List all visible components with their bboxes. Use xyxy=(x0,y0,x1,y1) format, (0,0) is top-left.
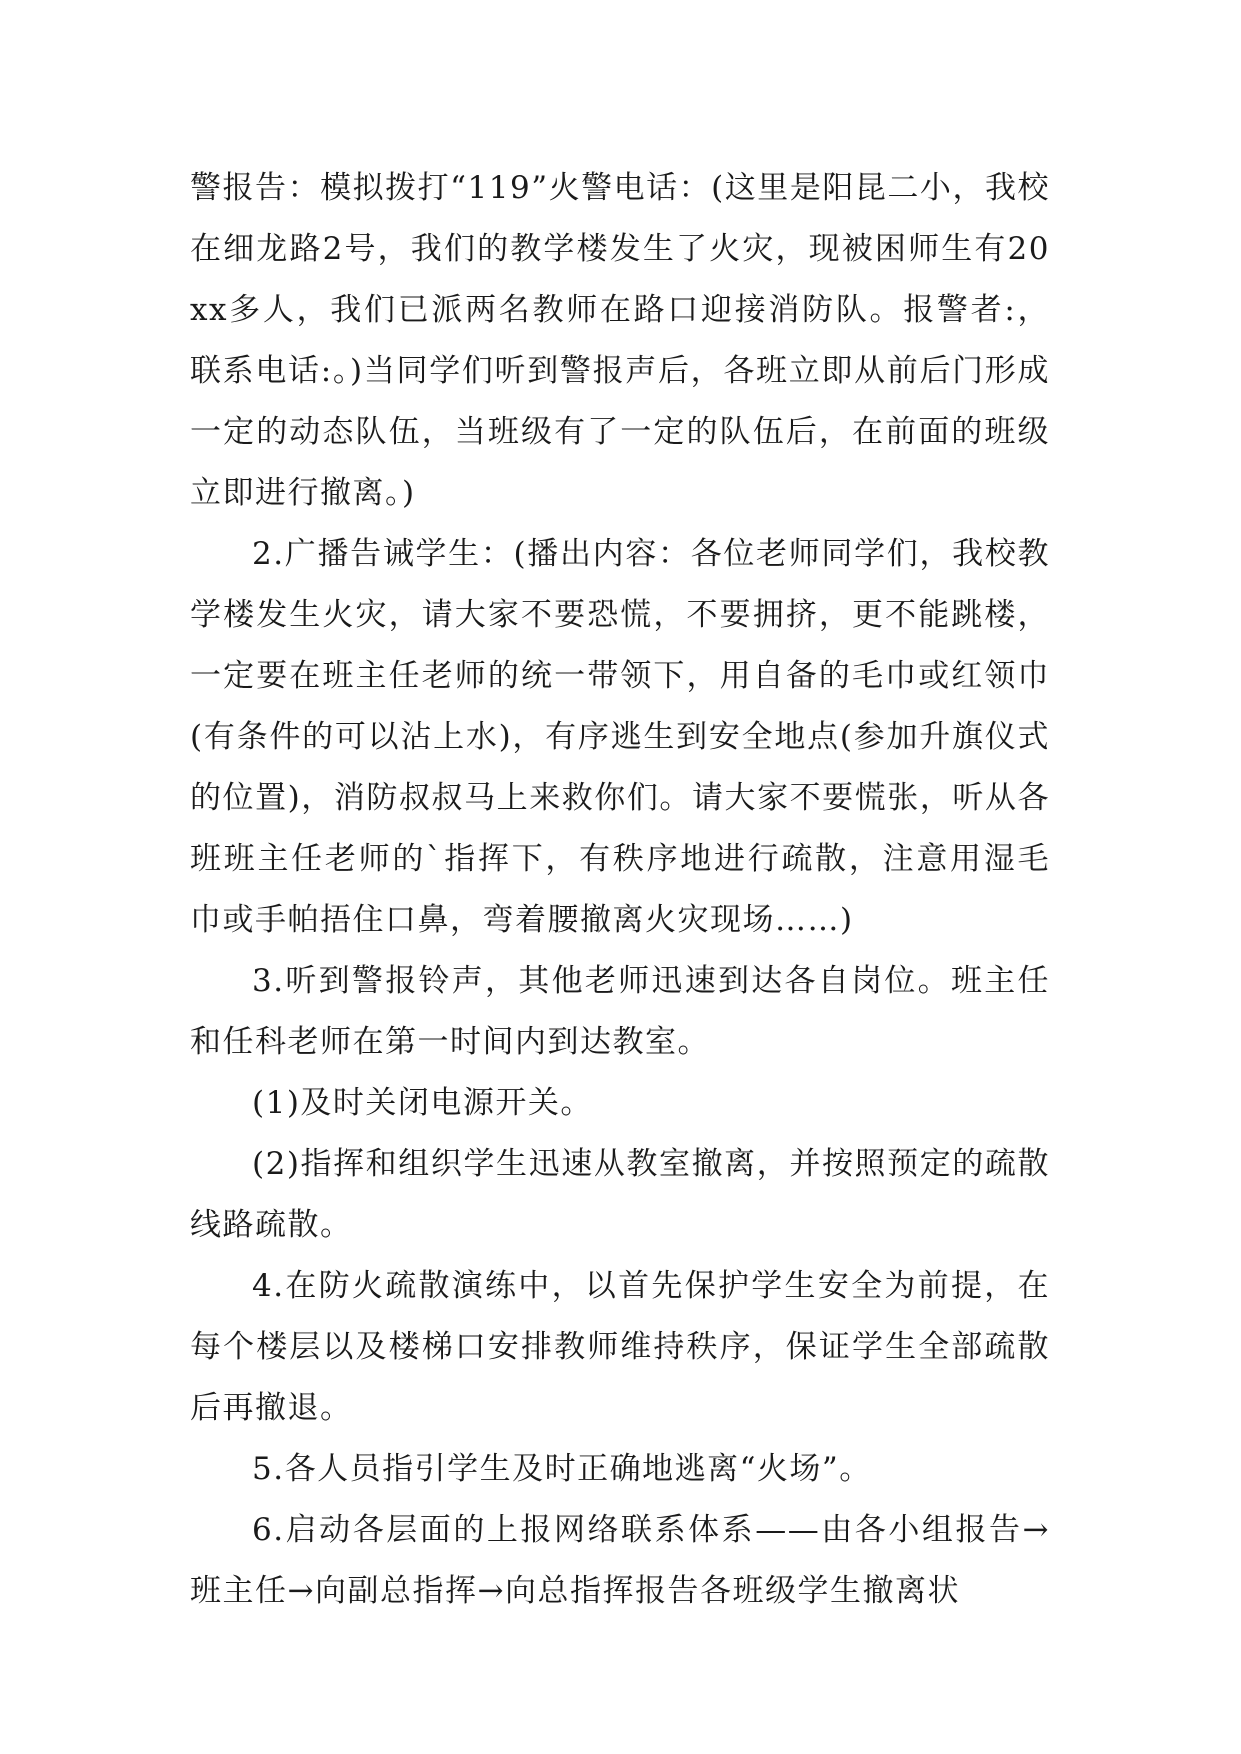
document-body xyxy=(190,158,1050,1622)
paragraph-power-off: (1)及时关闭电源开关。 xyxy=(252,1085,593,1121)
paragraph-alarm-report: 警报告：模拟拨打“119”火警电话：(这里是阳昆二小，我校在细龙路2号，我们的教学楼发生了火灾，现被困师生有20xx多人，我们已派两名教师在路口迎接消防队。报警者:，联系电话:。)当同学们听到警报声后，各班立即从前后门形成一定的动态队伍，当班级有了一定的队伍后，在前面的班级立即进行撤离。) xyxy=(190,170,1050,511)
paragraph-broadcast: 2.广播告诫学生：(播出内容：各位老师同学们，我校教学楼发生火灾，请大家不要恐慌，不要拥挤，更不能跳楼，一定要在班主任老师的统一带领下，用自备的毛巾或红领巾(有条件的可以沾上水)，有序逃生到安全地点(参加升旗仪式的位置)，消防叔叔马上来救你们。请大家不要慌张，听从各班班主任老师的`指挥下，有秩序地进行疏散，注意用湿毛巾或手帕捂住口鼻，弯着腰撤离火灾现场……) xyxy=(190,536,1050,938)
paragraph-evacuate-route: (2)指挥和组织学生迅速从教室撤离，并按照预定的疏散线路疏散。 xyxy=(190,1146,1050,1243)
paragraph-guide-students: 5.各人员指引学生及时正确地逃离“火场”。 xyxy=(252,1451,872,1487)
paragraph-floor-order: 4.在防火疏散演练中，以首先保护学生安全为前提，在每个楼层以及楼梯口安排教师维持秩序，保证学生全部疏散后再撤退。 xyxy=(190,1268,1050,1426)
paragraph-teachers-arrive: 3.听到警报铃声，其他老师迅速到达各自岗位。班主任和任科老师在第一时间内到达教室。 xyxy=(190,963,1050,1060)
paragraph-report-network: 6.启动各层面的上报网络联系体系——由各小组报告→班主任→向副总指挥→向总指挥报告各班级学生撤离状 xyxy=(190,1512,1050,1609)
